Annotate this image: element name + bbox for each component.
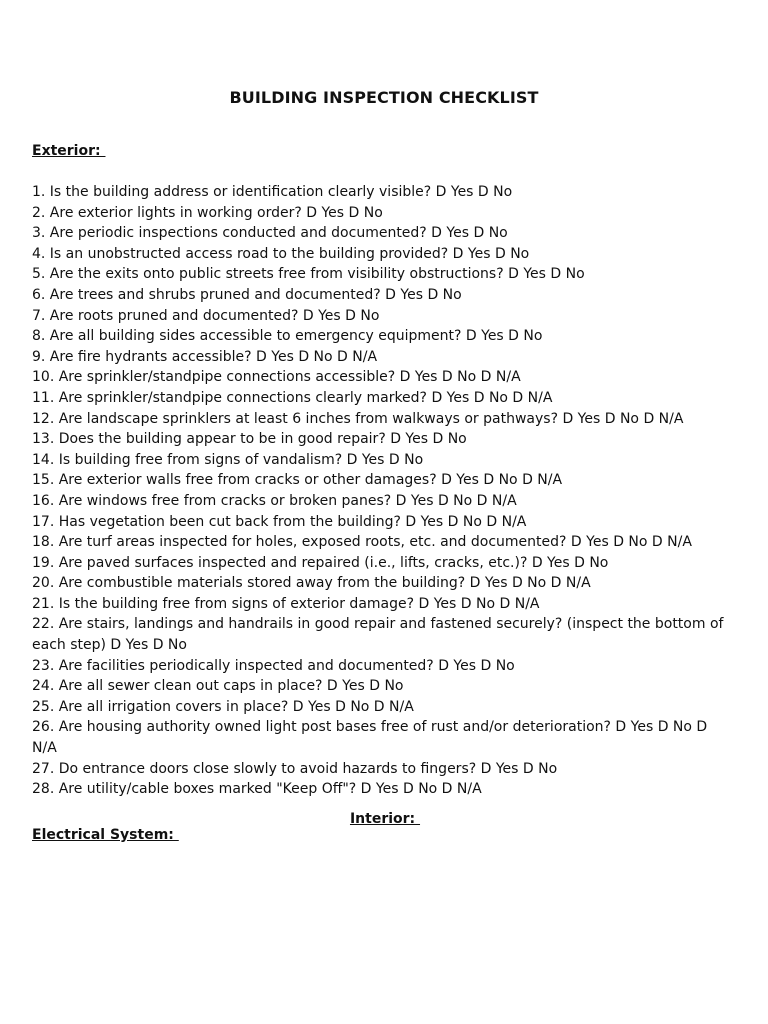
checklist-item: 20. Are combustible materials stored away from the building? D Yes D No D N/A xyxy=(32,575,591,592)
checklist-item: 16. Are windows free from cracks or broken panes? D Yes D No D N/A xyxy=(32,492,517,509)
checklist-item: 13. Does the building appear to be in good repair? D Yes D No xyxy=(32,431,467,448)
interior-section-heading: Interior: xyxy=(349,811,421,827)
checklist-item: 3. Are periodic inspections conducted and documented? D Yes D No xyxy=(32,225,508,242)
checklist-item: 18. Are turf areas inspected for holes, exposed roots, etc. and documented? D Yes D No D N/A xyxy=(32,534,692,551)
checklist-item: 26. Are housing authority owned light post bases free of rust and/or deterioration? D Yes D No D N/A xyxy=(32,719,708,757)
checklist-item: 22. Are stairs, landings and handrails in good repair and fastened securely? (inspect the bottom of each step) D Yes D No xyxy=(32,616,724,654)
checklist-item: 23. Are facilities periodically inspected and documented? D Yes D No xyxy=(32,657,515,674)
checklist-item: 12. Are landscape sprinklers at least 6 inches from walkways or pathways? D Yes D No D N/A xyxy=(32,410,684,427)
checklist-item: 5. Are the exits onto public streets free from visibility obstructions? D Yes D No xyxy=(32,266,585,283)
checklist-item: 28. Are utility/cable boxes marked "Keep Off"? D Yes D No D N/A xyxy=(32,781,482,798)
checklist-item: 27. Do entrance doors close slowly to avoid hazards to fingers? D Yes D No xyxy=(32,760,558,777)
checklist-item: 24. Are all sewer clean out caps in place? D Yes D No xyxy=(32,678,404,695)
checklist-item: 4. Is an unobstructed access road to the building provided? D Yes D No xyxy=(32,245,530,262)
checklist-item: 2. Are exterior lights in working order? D Yes D No xyxy=(32,204,383,221)
checklist-item: 7. Are roots pruned and documented? D Yes D No xyxy=(32,307,380,324)
checklist-item: 21. Is the building free from signs of exterior damage? D Yes D No D N/A xyxy=(32,595,540,612)
exterior-section-heading: Exterior: xyxy=(32,143,106,159)
checklist-item: 14. Is building free from signs of vandalism? D Yes D No xyxy=(32,451,424,468)
checklist-item: 25. Are all irrigation covers in place? D Yes D No D N/A xyxy=(32,698,414,715)
checklist-item: 10. Are sprinkler/standpipe connections accessible? D Yes D No D N/A xyxy=(32,369,521,386)
interior-section-heading-row xyxy=(0,811,768,827)
checklist-item: 11. Are sprinkler/standpipe connections clearly marked? D Yes D No D N/A xyxy=(32,389,553,406)
checklist-item: 17. Has vegetation been cut back from the building? D Yes D No D N/A xyxy=(32,513,527,530)
checklist-item: 1. Is the building address or identification clearly visible? D Yes D No xyxy=(32,184,513,200)
electrical-system-heading: Electrical System: xyxy=(32,827,179,843)
checklist-item: 6. Are trees and shrubs pruned and documented? D Yes D No xyxy=(32,286,462,303)
document-title: BUILDING INSPECTION CHECKLIST xyxy=(229,88,539,107)
checklist-item: 8. Are all building sides accessible to emergency equipment? D Yes D No xyxy=(32,328,543,345)
exterior-checklist xyxy=(32,182,736,800)
checklist-item: 9. Are fire hydrants accessible? D Yes D No D N/A xyxy=(32,348,378,365)
checklist-item: 15. Are exterior walls free from cracks or other damages? D Yes D No D N/A xyxy=(32,472,563,489)
checklist-item: 19. Are paved surfaces inspected and repaired (i.e., lifts, cracks, etc.)? D Yes D No xyxy=(32,554,609,571)
